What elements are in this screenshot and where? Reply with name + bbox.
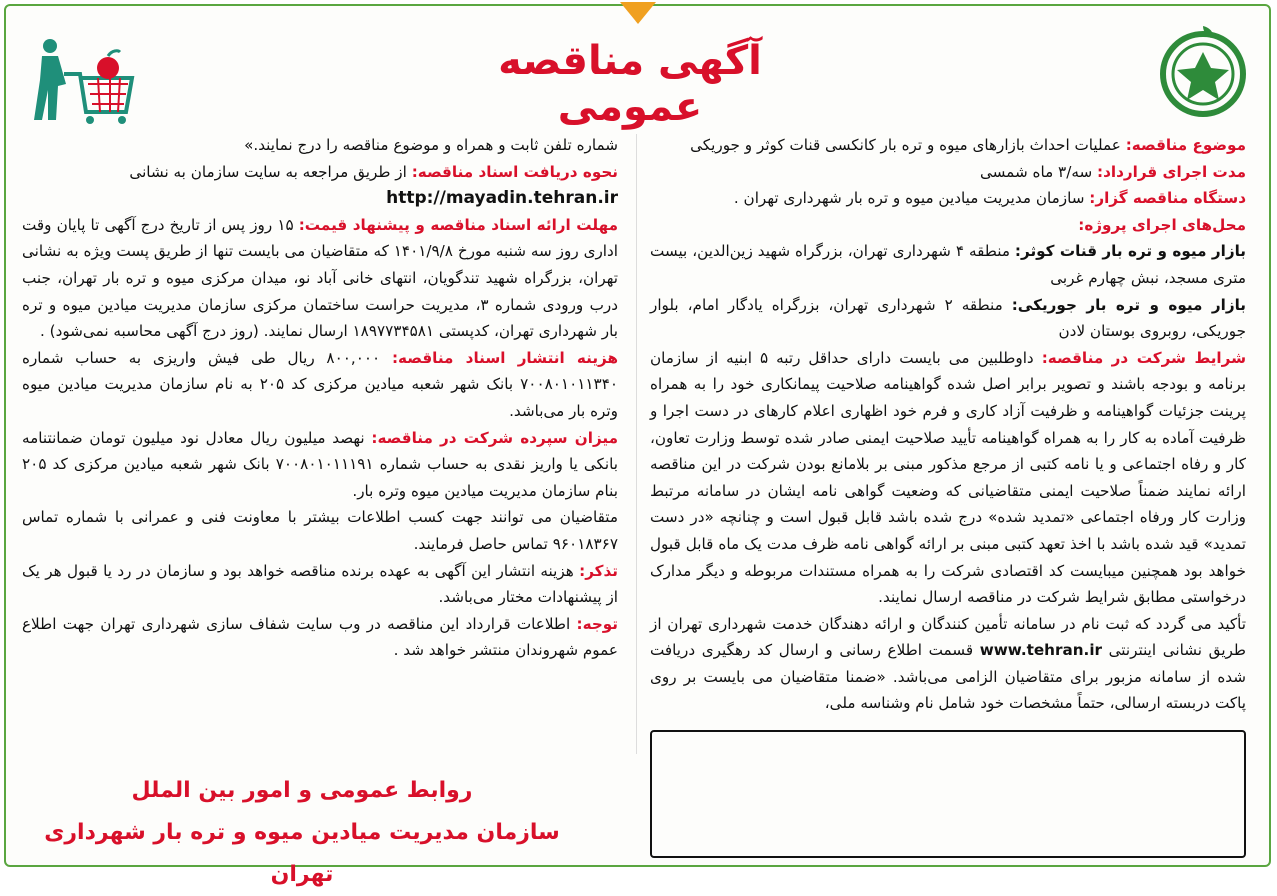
footer-signature: [22, 770, 582, 896]
box-text-1: تأکید می گردد که ثبت نام در سامانه تأمین کنندگان و ارائه دهندگان خدمت شهرداری تهران از طریق نشانی اینترنتی: [650, 614, 1247, 660]
docs-label: نحوه دریافت اسناد مناقصه:: [411, 162, 618, 181]
reminder-label: تذکر:: [579, 561, 618, 580]
left-column: [22, 132, 618, 664]
org-label: دستگاه مناقصه گزار:: [1089, 189, 1246, 208]
page-title: آگهی مناقصه عمومی: [498, 38, 762, 130]
shopping-cart-icon: [28, 34, 138, 124]
deposit-label: میزان سپرده شرکت در مناقصه:: [371, 428, 619, 447]
kowsar-line: [650, 238, 1246, 291]
deadline-label: مهلت ارائه اسناد مناقصه و پیشنهاد قیمت:: [298, 215, 618, 234]
duration-value: سه/۳ ماه شمسی: [979, 162, 1098, 181]
deadline-value: ۱۵ روز پس از تاریخ درج آگهی تا پایان وقت اداری روز سه شنبه مورخ ۱۴۰۱/۹/۸ که متقاضیان می بایست تنها از طریق پست ویژه به نشانی تهران، بزرگراه شهید تندگویان، انتهای خانی آباد نو، میدان مرکزی میوه و تره بار تهران، جنب درب ورودی شماره ۳، مدیریت حراست ساختمان مرکزی سازمان مدیریت میادین میوه و تره بار شهرداری تهران، کدپستی ۱۸۹۷۷۳۴۵۸۱ ارسال نمایند. (روز درج آگهی محاسبه نمی‌شود) .: [22, 215, 618, 341]
duration-line: [650, 159, 1246, 186]
mayadin-link[interactable]: http://mayadin.tehran.ir: [386, 188, 618, 209]
jouriki-label: بازار میوه و تره بار جوریکی:: [1011, 295, 1246, 314]
footer-line-1: روابط عمومی و امور بین الملل: [131, 778, 473, 803]
continued-line: شماره تلفن ثابت و همراه و موضوع مناقصه را درج نمایند.»: [244, 136, 618, 154]
docs-value: از طریق مراجعه به سایت سازمان به نشانی: [129, 162, 412, 181]
box-text-2: قسمت اطلاع رسانی و ارسال کد رهگیری دریافت شده از سامانه مزبور برای متقاضیان الزامی می‌باشد. «ضمنا متقاضیان می بایست بر روی پاکت دربسته ارسالی، حتماً مشخصات خود شامل نام وشناسه ملی،: [650, 641, 1246, 713]
contact-line: متقاضیان می توانند جهت کسب اطلاعات بیشتر با معاونت فنی و عمرانی با شماره تماس ۹۶۰۱۸۳۶۷ تماس حاصل فرمایند.: [22, 508, 618, 553]
fee-value: ۸۰۰,۰۰۰ ریال طی فیش واریزی به حساب شماره ۷۰۰۸۰۱۰۱۱۳۴۰ بانک شهر شعبه میادین مرکزی کد ۲۰۵ به نام سازمان مدیریت میادین میوه وتره بار می‌باشد.: [22, 348, 619, 420]
docs-url-line: [22, 185, 618, 212]
conditions-value: داوطلبین می بایست دارای حداقل رتبه ۵ ابنیه از سازمان برنامه و بودجه باشند و تصویر برابر اصل شده گواهینامه صلاحیت پیمانکاری خود را به همراه پرینت جزئیات گواهینامه و ظرفیت آزاد کاری و فرم خود اظهاری اعلام کارهای در دست اجرا و ظرفیت آماده به کار را به همراه گواهینامه تأیید صلاحیت ایمنی صادر شده توسط وزارت تعاون، کار و رفاه اجتماعی و یا نامه کتبی از مرجع مذکور مبنی بر بلامانع بودن شرکت در این مناقصه ارائه نمایند ضمناً صلاحیت ایمنی متقاضیانی که وضعیت گواهی نامه ایشان در سامانه مرتبط وزارت کار ورفاه اجتماعی «تمدید شده» درج شده باشد قابل قبول است و چنانچه «در دست تمدید» قید شده باشد با اخذ تعهد کتبی مبنی بر ارائه گواهی نامه ظرف مدت یک ماه قابل قبول خواهد بود همچنین میبایست کد اقتصادی شرکت را به همراه مستندات مربوطه و دیگر مدارک درخواستی مطابق شرایط شرکت در مناقصه ارسال نمایند.: [650, 348, 1246, 607]
subject-label: موضوع مناقصه:: [1125, 136, 1246, 154]
deposit-value: نهصد میلیون ریال معادل نود میلیون تومان ضمانتنامه بانکی یا واریز نقدی به حساب شماره ۷۰۰۸۰۱۰۱۱۱۹۱ بانک شهر شعبه میادین مرکزی کد ۲۰۵ بنام سازمان مدیریت میادین میوه وتره بار.: [22, 428, 619, 500]
subject-value: عملیات احداث بازارهای میوه و تره بار کانکسی قنات کوثر و جوریکی: [690, 136, 1126, 154]
reminder-value: هزینه انتشار این آگهی به عهده برنده مناقصه خواهد بود و سازمان در رد یا قبول هر یک از پیشنهادات مختار می‌باشد.: [22, 561, 618, 607]
box-text: [650, 611, 1246, 717]
locations-line: [650, 212, 1246, 239]
deposit-line: [22, 425, 618, 505]
top-triangle-badge: [620, 2, 656, 24]
conditions-label: شرایط شرکت در مناقصه:: [1041, 348, 1247, 367]
column-divider: [636, 134, 637, 754]
kowsar-value: منطقه ۴ شهرداری تهران، بزرگراه شهید زین‌الدین، بیست متری مسجد، نبش چهارم غربی: [650, 242, 1246, 287]
docs-line: [22, 159, 618, 186]
jouriki-line: [650, 292, 1246, 345]
reminder-line: [22, 558, 618, 611]
organization-logo-icon: [1153, 22, 1253, 122]
fee-label: هزینه انتشار اسناد مناقصه:: [391, 348, 618, 367]
org-line: [650, 185, 1246, 212]
fee-line: [22, 345, 618, 425]
duration-label: مدت اجرای قرارداد:: [1097, 162, 1246, 181]
jouriki-value: منطقه ۲ شهرداری تهران، بزرگراه یادگار امام، بلوار جوریکی، روبروی بوستان لادن: [650, 295, 1246, 341]
subject-line: [650, 132, 1246, 159]
footer-line-2: سازمان مدیریت میادین میوه و تره بار شهرداری تهران: [44, 820, 560, 887]
note-label: توجه:: [576, 614, 618, 633]
deadline-line: [22, 212, 618, 345]
kowsar-label: بازار میوه و تره بار قنات کوثر:: [1014, 242, 1246, 261]
note-value: اطلاعات قرارداد این مناقصه در وب سایت شفاف سازی شهرداری تهران جهت اطلاع عموم شهروندان منتشر خواهد شد .: [22, 614, 618, 660]
tehran-link[interactable]: www.tehran.ir: [979, 641, 1103, 660]
org-value: سازمان مدیریت میادین میوه و تره بار شهرداری تهران .: [733, 189, 1090, 208]
conditions-line: [650, 345, 1246, 611]
registration-box: [650, 730, 1246, 858]
right-column: [650, 132, 1246, 717]
locations-label: محل‌های اجرای پروژه:: [1078, 215, 1246, 234]
note-line: [22, 611, 618, 664]
